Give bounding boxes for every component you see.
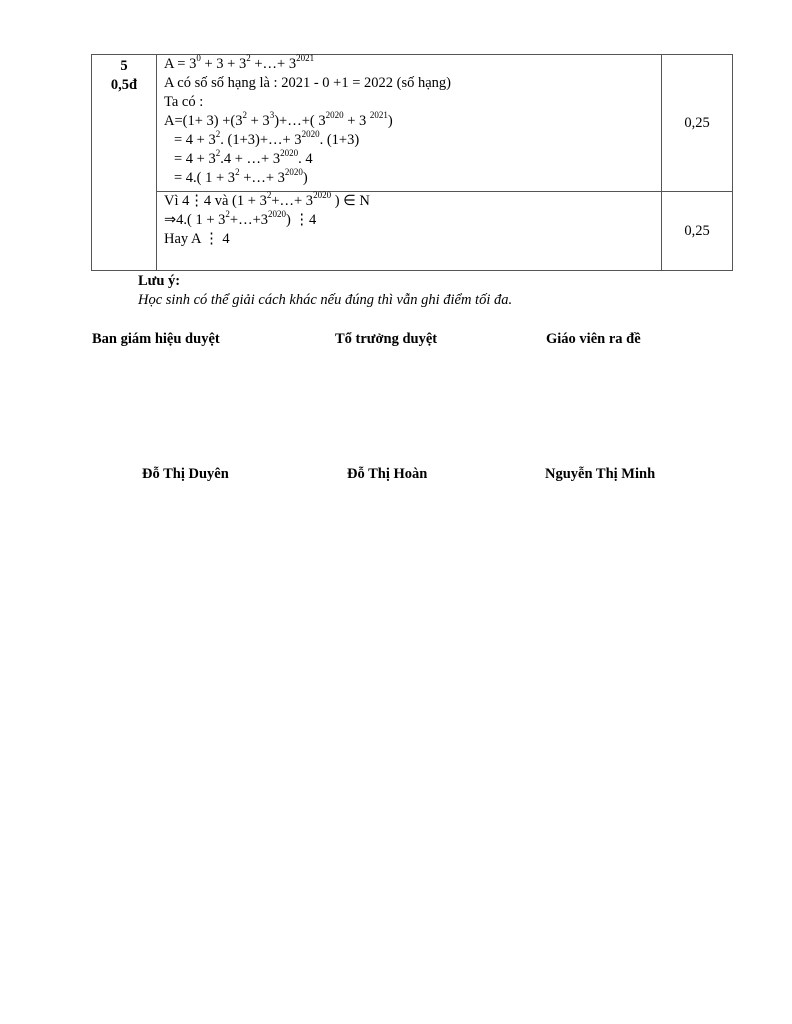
math-text: +…+ 3 — [271, 193, 314, 209]
exponent: 2 — [246, 53, 251, 64]
question-number: 5 — [120, 58, 128, 74]
solution-line — [164, 74, 661, 93]
math-text: )+…+( 3 — [274, 113, 326, 129]
math-text: ⇒4.( 1 + 3 — [164, 212, 226, 228]
score-cell-1 — [662, 55, 733, 192]
math-text: +…+ 3 — [239, 170, 285, 186]
exponent: 2020 — [284, 167, 303, 178]
question-cell — [92, 55, 157, 271]
math-text: +…+ 3 — [250, 56, 297, 72]
solution-line — [164, 93, 661, 112]
exponent: 2021 — [296, 53, 315, 64]
math-text: Hay A ⋮ 4 — [164, 231, 230, 247]
solution-line — [164, 169, 661, 188]
math-text: A=(1+ 3) +(3 — [164, 113, 243, 129]
math-text: + 3 — [343, 113, 370, 129]
signature-header-team-leader: Tổ trưởng duyệt — [335, 331, 438, 347]
math-text: + 3 — [247, 113, 270, 129]
note-title: Lưu ý: — [138, 273, 181, 289]
table-row — [92, 55, 733, 192]
exponent: 2020 — [325, 110, 344, 121]
math-text: +…+3 — [229, 212, 269, 228]
signature-name-team-leader: Đỗ Thị Hoàn — [347, 466, 428, 482]
score-cell-2 — [662, 192, 733, 271]
note-text: Học sinh có thể giải cách khác nếu đúng thì vẫn ghi điểm tối đa. — [138, 292, 513, 308]
table-row — [92, 192, 733, 271]
exponent: 2020 — [301, 129, 320, 140]
solution-line — [164, 112, 661, 131]
solution-lines — [164, 192, 661, 249]
solution-line — [164, 192, 661, 211]
question-points: 0,5đ — [110, 77, 138, 93]
exponent: 2 — [215, 129, 221, 140]
math-text: .4 + …+ 3 — [220, 151, 281, 167]
math-text: = 4 + 3 — [174, 151, 216, 167]
math-text: ) — [387, 113, 393, 129]
exponent: 2020 — [268, 209, 287, 220]
score-part-1: 0,25 — [684, 114, 710, 131]
math-text: Ta có : — [164, 94, 204, 110]
signature-header-teacher: Giáo viên ra đề — [546, 331, 641, 347]
exponent: 2 — [225, 209, 230, 220]
solution-line — [164, 131, 661, 150]
exponent: 2020 — [313, 190, 332, 201]
math-text: A có số số hạng là : 2021 - 0 +1 = 2022 (số hạng) — [164, 75, 451, 91]
math-text: Vì 4⋮4 và (1 + 3 — [164, 193, 267, 209]
exponent: 2 — [242, 110, 247, 121]
math-text: = 4 + 3 — [174, 132, 216, 148]
math-text: = 4.( 1 + 3 — [174, 170, 236, 186]
solution-line — [164, 55, 661, 74]
solution-part-1 — [157, 55, 662, 192]
math-text: ) — [302, 170, 308, 186]
solution-line — [164, 230, 661, 249]
signature-header-principal: Ban giám hiệu duyệt — [92, 331, 220, 347]
signature-name-teacher: Nguyễn Thị Minh — [545, 466, 656, 482]
signature-name-principal: Đỗ Thị Duyên — [142, 466, 229, 482]
exponent: 2021 — [369, 110, 388, 121]
exponent: 2 — [215, 148, 221, 159]
solution-part-2 — [157, 192, 662, 271]
score-part-2: 0,25 — [684, 222, 710, 239]
exponent: 2 — [235, 167, 240, 178]
math-text: . (1+3)+…+ 3 — [220, 132, 302, 148]
exponent: 2 — [266, 190, 272, 201]
exponent: 3 — [269, 110, 275, 121]
math-text: ) ∈ N — [331, 193, 370, 209]
math-text: + 3 + 3 — [200, 56, 247, 72]
solution-lines — [164, 55, 661, 188]
solution-line — [164, 211, 661, 230]
exponent: 0 — [196, 53, 201, 64]
exponent: 2020 — [280, 148, 299, 159]
math-text: ) ⋮4 — [286, 212, 317, 228]
math-text: . (1+3) — [319, 132, 360, 148]
math-text: A = 3 — [164, 56, 197, 72]
math-text: . 4 — [298, 151, 313, 167]
answer-table — [91, 54, 733, 271]
